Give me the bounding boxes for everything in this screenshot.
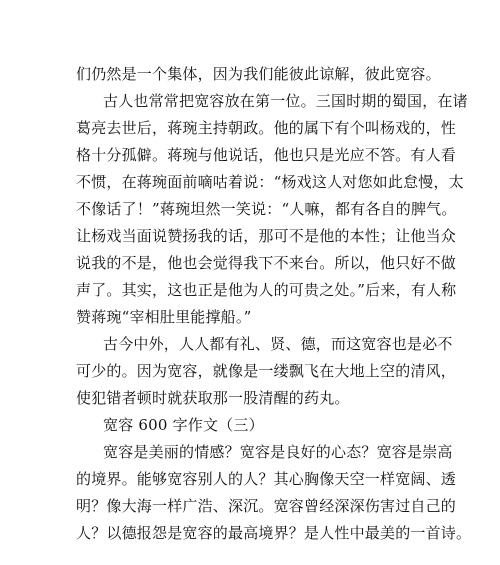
paragraph-2-line-3: 格十分孤僻。蒋琬与他说话，他也只是光应不答。有人看 [76, 146, 457, 164]
paragraph-2-line-5: 不像话了！”蒋琬坦然一笑说：“人嘛，都有各自的脾气。 [76, 200, 457, 218]
text-line-1: 们仍然是一个集体，因为我们能彼此谅解，彼此宽容。 [76, 65, 441, 83]
paragraph-4-line-3: 明？像大海一样广浩、深沉。宽容曾经深深伤害过自己的 [76, 497, 457, 515]
paragraph-2-line-6: 让杨戏当面说赞扬我的话，那可不是他的本性；让他当众 [76, 227, 457, 245]
paragraph-3-line-3: 使犯错者顿时就获取那一股清醒的药丸。 [76, 389, 350, 407]
paragraph-3-line-1: 古今中外，人人都有礼、贤、德，而这宽容也是必不 [103, 335, 453, 353]
paragraph-2-line-9: 赞蒋琬“宰相肚里能撑船。” [76, 308, 252, 326]
paragraph-4-line-2: 的境界。能够宽容别人的人？其心胸像天空一样宽阔、透 [76, 470, 457, 488]
paragraph-2-line-7: 说我的不是，他也会觉得我下不来台。所以，他只好不做 [76, 254, 457, 272]
paragraph-2-line-1: 古人也常常把宽容放在第一位。三国时期的蜀国，在诸 [103, 92, 468, 110]
paragraph-2-line-2: 葛亮去世后，蒋琬主持朝政。他的属下有个叫杨戏的，性 [76, 119, 457, 137]
paragraph-4-line-4: 人？以德报怨是宽容的最高境界？是人性中最美的一首诗。 [76, 524, 472, 542]
paragraph-2-line-4: 不惯，在蒋琬面前嘀咕着说：“杨戏这人对您如此怠慢，太 [76, 173, 464, 191]
section-heading: 宽容 600 字作文（三） [103, 416, 264, 434]
paragraph-4-line-1: 宽容是美丽的情感？宽容是良好的心态？宽容是崇高 [103, 443, 453, 461]
paragraph-2-line-8: 声了。其实，这也正是他为人的可贵之处。”后来，有人称 [76, 281, 457, 299]
paragraph-3-line-2: 可少的。因为宽容，就像是一缕飘飞在大地上空的清风， [76, 362, 457, 380]
